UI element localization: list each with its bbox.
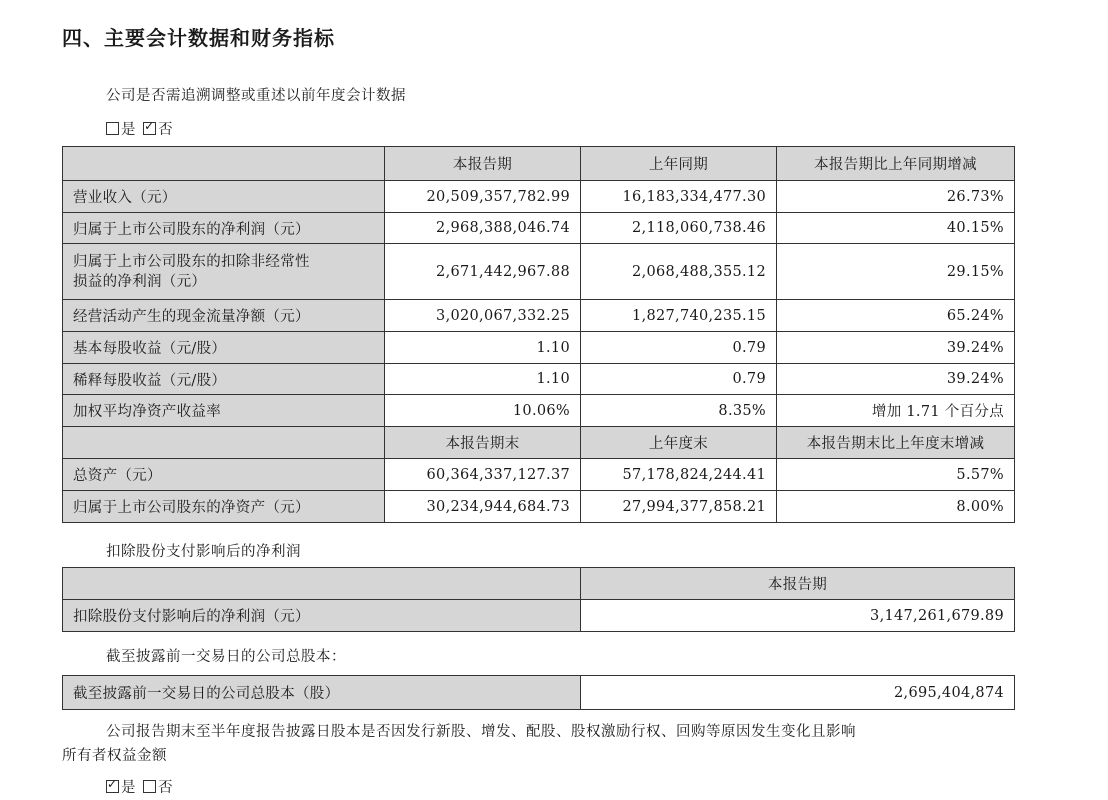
change-value: 8.00% [777, 491, 1015, 523]
row-label: 稀释每股收益（元/股） [63, 364, 385, 395]
table-row [63, 181, 1015, 213]
prior-value: 27,994,377,858.21 [581, 491, 777, 523]
table-row [63, 600, 1015, 632]
table-row [63, 213, 1015, 244]
no-label: 否 [158, 780, 174, 796]
prior-value: 0.79 [581, 364, 777, 395]
prior-value: 1,827,740,235.15 [581, 300, 777, 332]
prior-value: 16,183,334,477.30 [581, 181, 777, 213]
change-value: 29.15% [777, 244, 1015, 300]
prior-value: 2,068,488,355.12 [581, 244, 777, 300]
row-label-multiline [63, 244, 385, 300]
header-current-period: 本报告期 [581, 568, 1015, 600]
row-label: 扣除股份支付影响后的净利润（元） [63, 600, 581, 632]
change-value: 39.24% [777, 364, 1015, 395]
table-row [63, 244, 1015, 300]
share-change-choice [106, 776, 173, 797]
current-value: 1.10 [385, 332, 581, 364]
row-label-line2: 损益的净利润（元） [73, 273, 207, 290]
current-value: 30,234,944,684.73 [385, 491, 581, 523]
table-row [63, 364, 1015, 395]
header-period-end: 本报告期末 [385, 427, 581, 459]
current-value: 10.06% [385, 395, 581, 427]
share-capital-table [62, 675, 1015, 710]
yes-label: 是 [121, 780, 136, 796]
change-value: 39.24% [777, 332, 1015, 364]
checkbox-no-checked[interactable] [143, 122, 156, 135]
no-label: 否 [158, 122, 174, 138]
row-label-line1: 归属于上市公司股东的扣除非经常性 [73, 253, 310, 270]
share-change-question-line2: 所有者权益金额 [62, 748, 167, 764]
checkbox-no[interactable] [143, 780, 156, 793]
table-row [63, 332, 1015, 364]
checkbox-yes[interactable] [106, 122, 119, 135]
row-label: 总资产（元） [63, 459, 385, 491]
table-row [63, 395, 1015, 427]
header-prior-period: 上年同期 [581, 147, 777, 181]
table-row [63, 300, 1015, 332]
row-label: 归属于上市公司股东的净利润（元） [63, 213, 385, 244]
key-financial-table [62, 146, 1015, 523]
change-value: 65.24% [777, 300, 1015, 332]
header-current-period: 本报告期 [385, 147, 581, 181]
total-shares-value: 2,695,404,874 [581, 676, 1015, 710]
row-label: 基本每股收益（元/股） [63, 332, 385, 364]
row-label: 经营活动产生的现金流量净额（元） [63, 300, 385, 332]
adjusted-net-profit-value: 3,147,261,679.89 [581, 600, 1015, 632]
row-label: 归属于上市公司股东的净资产（元） [63, 491, 385, 523]
share-change-question-line1: 公司报告期末至半年度报告披露日股本是否因发行新股、增发、配股、股权激励行权、回购等原因发生变化且影响 [106, 724, 856, 740]
table-header-row [63, 147, 1015, 181]
restatement-question: 公司是否需追溯调整或重述以前年度会计数据 [106, 88, 406, 104]
table-row [63, 459, 1015, 491]
share-capital-note: 截至披露前一交易日的公司总股本： [106, 649, 346, 665]
row-label: 截至披露前一交易日的公司总股本（股） [63, 676, 581, 710]
header-blank-cell [63, 427, 385, 459]
current-value: 60,364,337,127.37 [385, 459, 581, 491]
header-change-vs-year-end: 本报告期末比上年度末增减 [777, 427, 1015, 459]
prior-value: 8.35% [581, 395, 777, 427]
current-value: 2,968,388,046.74 [385, 213, 581, 244]
yes-label: 是 [121, 122, 136, 138]
header-blank-cell [63, 147, 385, 181]
table-header-row [63, 568, 1015, 600]
table-row [63, 676, 1015, 710]
header-change: 本报告期比上年同期增减 [777, 147, 1015, 181]
prior-value: 2,118,060,738.46 [581, 213, 777, 244]
row-label: 加权平均净资产收益率 [63, 395, 385, 427]
prior-value: 0.79 [581, 332, 777, 364]
row-label: 营业收入（元） [63, 181, 385, 213]
change-value: 增加 1.71 个百分点 [777, 395, 1015, 427]
current-value: 1.10 [385, 364, 581, 395]
net-profit-note: 扣除股份支付影响后的净利润 [106, 544, 301, 560]
adjusted-profit-table [62, 567, 1015, 632]
header-blank-cell [63, 568, 581, 600]
header-prior-year-end: 上年度末 [581, 427, 777, 459]
checkbox-yes-checked[interactable] [106, 780, 119, 793]
restatement-choice [106, 118, 173, 139]
change-value: 40.15% [777, 213, 1015, 244]
current-value: 20,509,357,782.99 [385, 181, 581, 213]
table-row [63, 491, 1015, 523]
change-value: 26.73% [777, 181, 1015, 213]
current-value: 3,020,067,332.25 [385, 300, 581, 332]
table-header-row-2 [63, 427, 1015, 459]
current-value: 2,671,442,967.88 [385, 244, 581, 300]
section-heading: 四、主要会计数据和财务指标 [62, 26, 335, 50]
change-value: 5.57% [777, 459, 1015, 491]
prior-value: 57,178,824,244.41 [581, 459, 777, 491]
